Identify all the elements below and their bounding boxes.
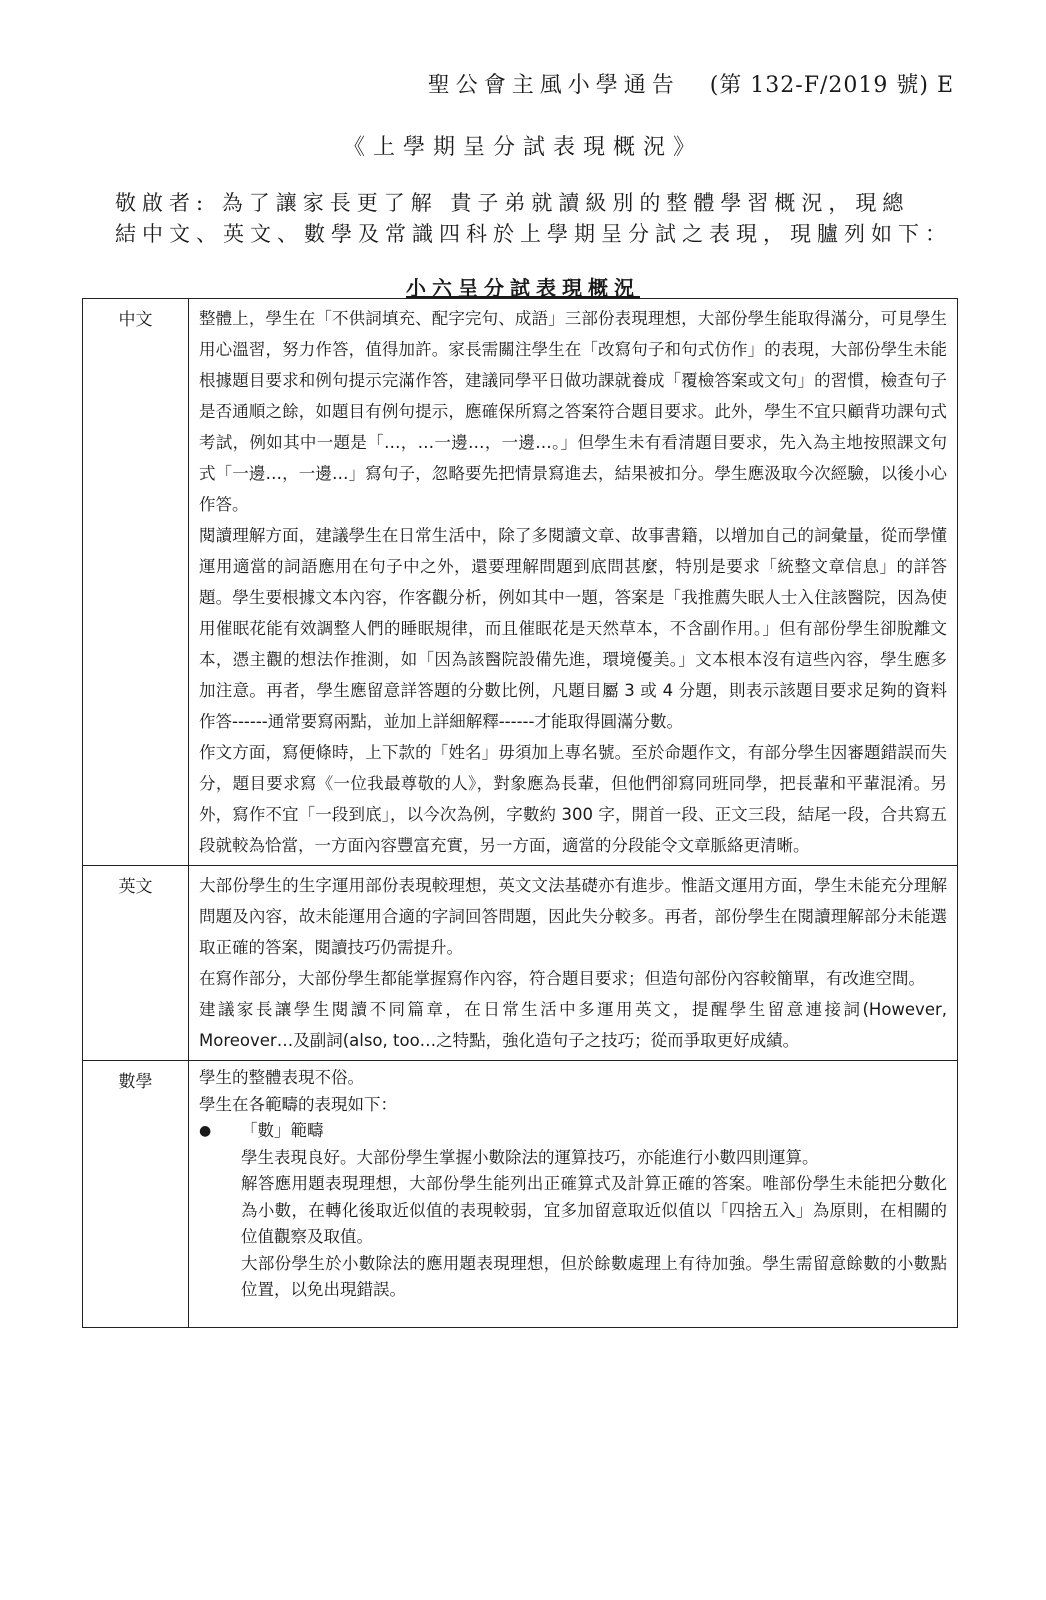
subject-comments [189, 1061, 958, 1328]
intro-line: 結中文、英文、數學及常識四科於上學期呈分試之表現，現臚列如下： [115, 222, 952, 246]
subject-comments [189, 299, 958, 866]
table-row-chinese [83, 299, 958, 866]
results-table [82, 298, 958, 1328]
school-name: 聖公會主風小學通告 [427, 73, 680, 98]
comment-paragraph: 整體上，學生在「不供詞填充、配字完句、成語」三部份表現理想，大部份學生能取得滿分，可見學生用心溫習，努力作答，值得加許。家長需關注學生在「改寫句子和句式仿作」的表現，大部份學生未能根據題目要求和例句提示完滿作答，建議同學平日做功課就養成「覆檢答案或文句」的習慣，檢查句子是否通順之餘，如題目有例句提示，應確保所寫之答案符合題目要求。此外，學生不宜只顧背功課句式考試，例如其中一題是「…，…一邊…，一邊…。」但學生未有看清題目要求，先入為主地按照課文句式「一邊…，一邊…」寫句子，忽略要先把情景寫進去，結果被扣分。學生應汲取今次經驗，以後小心作答。 [199, 309, 947, 514]
comment-paragraph: 大部份學生的生字運用部份表現較理想，英文文法基礎亦有進步。惟語文運用方面，學生未能充分理解問題及內容，故未能運用合適的字詞回答問題，因此失分較多。再者，部份學生在閱讀理解部分未能選取正確的答案，閱讀技巧仍需提升。 [199, 876, 947, 957]
comment-paragraph: 閱讀理解方面，建議學生在日常生活中，除了多閱讀文章、故事書籍，以增加自己的詞彙量，從而學懂運用適當的詞語應用在句子中之外，還要理解問題到底問甚麼，特別是要求「統整文章信息」的詳答題。學生要根據文本內容，作客觀分析，例如其中一題，答案是「我推薦失眠人士入住該醫院，因為使用催眠花能有效調整人們的睡眠規律，而且催眠花是天然草本，不含副作用。」但有部份學生卻脫離文本，憑主觀的想法作推測，如「因為該醫院設備先進，環境優美。」文本根本沒有這些內容，學生應多加注意。再者，學生應留意詳答題的分數比例，凡題目屬 3 或 4 分題，則表示該題目要求足夠的資料作答------通常要寫兩點，並加上詳細解釋------才能取得圓滿分數。 [199, 526, 947, 731]
comment-paragraph: 在寫作部分，大部份學生都能掌握寫作內容，符合題目要求；但造句部份內容較簡單，有改進空間。 [199, 969, 925, 988]
notice-number: (第 132-F/2019 號) E [709, 73, 954, 98]
comment-paragraph: 學生的整體表現不俗。 [199, 1068, 364, 1087]
comment-paragraph: 作文方面，寫便條時，上下款的「姓名」毋須加上專名號。至於命題作文，有部分學生因審題錯誤而失分，題目要求寫《一位我最尊敬的人》，對象應為長輩，但他們卻寫同班同學，把長輩和平輩混淆。另外，寫作不宜「一段到底」，以今次為例，字數約 300 字，開首一段、正文三段，結尾一段，合共寫五段就較為恰當，一方面內容豐富充實，另一方面，適當的分段能令文章脈絡更清晰。 [199, 743, 947, 855]
bullet-label: 「數」範疇 [241, 1121, 324, 1140]
subject-name: 英文 [83, 866, 189, 1061]
table-row-english [83, 866, 958, 1061]
subject-comments [189, 866, 958, 1061]
comment-paragraph: 學生在各範疇的表現如下： [199, 1094, 397, 1114]
table-row-math [83, 1061, 958, 1328]
comment-paragraph: 大部份學生於小數除法的應用題表現理想，但於餘數處理上有待加強。學生需留意餘數的小數點位置，以免出現錯誤。 [241, 1253, 947, 1299]
comment-paragraph: 建議家長讓學生閱讀不同篇章，在日常生活中多運用英文，提醒學生留意連接詞(However, Moreover…及副詞(also, too…之特點，強化造句子之技巧；從而爭取更好成績。 [199, 1000, 947, 1050]
list-item [199, 1118, 947, 1145]
intro-line: 敬啟者: 為了讓家長更了解 貴子弟就讀級別的整體學習概況，現總 [115, 191, 910, 215]
subject-name: 中文 [83, 299, 189, 866]
intro-paragraph [115, 188, 965, 250]
table-title: 小六呈分試表現概況 [406, 276, 640, 300]
comment-paragraph: 學生表現良好。大部份學生掌握小數除法的運算技巧，亦能進行小數四則運算。 [241, 1147, 819, 1167]
comment-paragraph: 解答應用題表現理想，大部份學生能列出正確算式及計算正確的答案。唯部份學生未能把分數化為小數，在轉化後取近似值的表現較弱，宜多加留意取近似值以「四捨五入」為原則，在相關的位值觀察及取值。 [241, 1174, 947, 1246]
bullet-icon: ● [199, 1123, 212, 1139]
subject-name: 數學 [83, 1061, 189, 1328]
notice-header [428, 68, 954, 99]
document-title: 《上學期呈分試表現概況》 [342, 135, 703, 160]
